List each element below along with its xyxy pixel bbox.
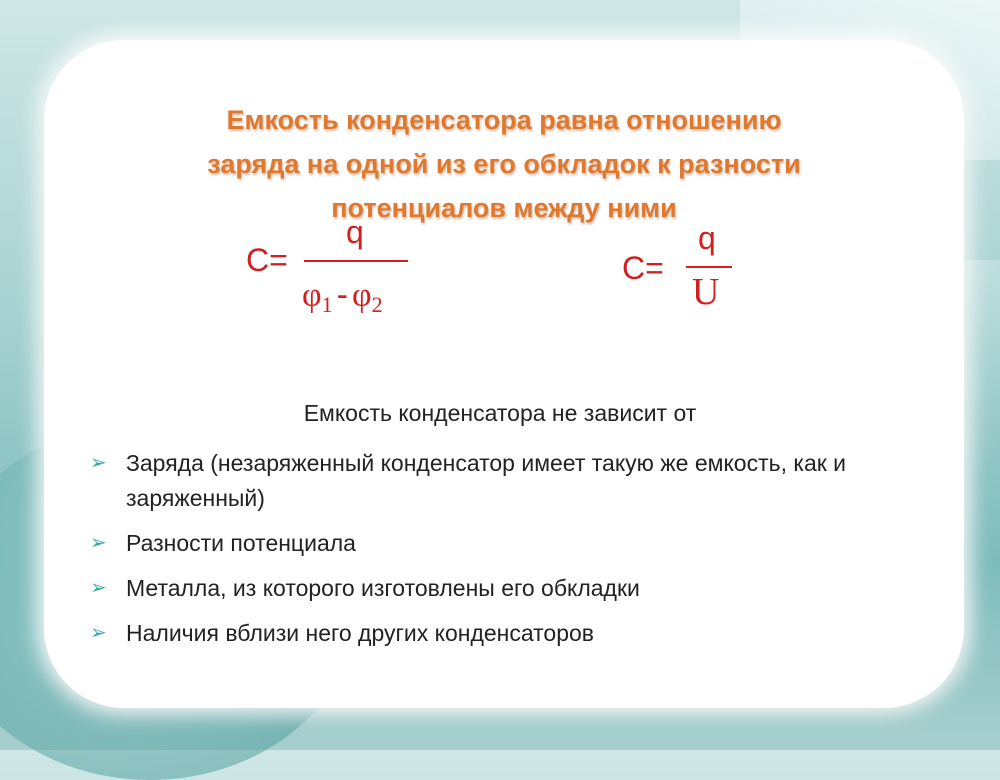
arrow-bullet-icon: ➢ xyxy=(90,577,107,599)
list-item xyxy=(88,571,928,606)
list-item-text: Металла, из которого изготовлены его обкладки xyxy=(126,575,640,601)
formula-lhs: C= xyxy=(622,250,664,286)
formula-denominator xyxy=(302,276,383,318)
formula-numerator: q xyxy=(346,214,364,250)
arrow-bullet-icon: ➢ xyxy=(90,452,107,474)
list-item xyxy=(88,526,928,561)
title-line: Емкость конденсатора равна отношению xyxy=(226,105,782,135)
title-line: заряда на одной из его обкладок к разности xyxy=(207,149,801,179)
bullet-list xyxy=(88,446,928,661)
formula-lhs: C= xyxy=(246,242,288,278)
list-item-text: Заряда (незаряженный конденсатор имеет такую же емкость, как и заряженный) xyxy=(126,450,847,511)
phi-symbol: φ xyxy=(302,277,322,314)
list-item-text: Разности потенциала xyxy=(126,530,356,556)
list-item-text: Наличия вблизи него других конденсаторов xyxy=(126,620,595,646)
arrow-bullet-icon: ➢ xyxy=(90,622,107,644)
capacitance-formula-potential-difference xyxy=(246,214,436,328)
slide-title xyxy=(44,98,964,230)
list-item xyxy=(88,616,928,651)
formula-denominator: U xyxy=(692,271,720,313)
subscript: 1 xyxy=(321,292,333,317)
minus-sign: - xyxy=(336,276,348,314)
formula-numerator: q xyxy=(698,220,716,256)
capacitance-formula-voltage xyxy=(622,218,752,328)
phi-symbol: φ xyxy=(351,277,372,314)
title-line: потенциалов между ними xyxy=(331,193,677,223)
arrow-bullet-icon: ➢ xyxy=(90,532,107,554)
list-item xyxy=(88,446,928,516)
subscript: 2 xyxy=(371,292,383,317)
list-intro: Емкость конденсатора не зависит от xyxy=(303,400,697,426)
fraction-line xyxy=(304,260,408,262)
fraction-line xyxy=(686,266,732,268)
